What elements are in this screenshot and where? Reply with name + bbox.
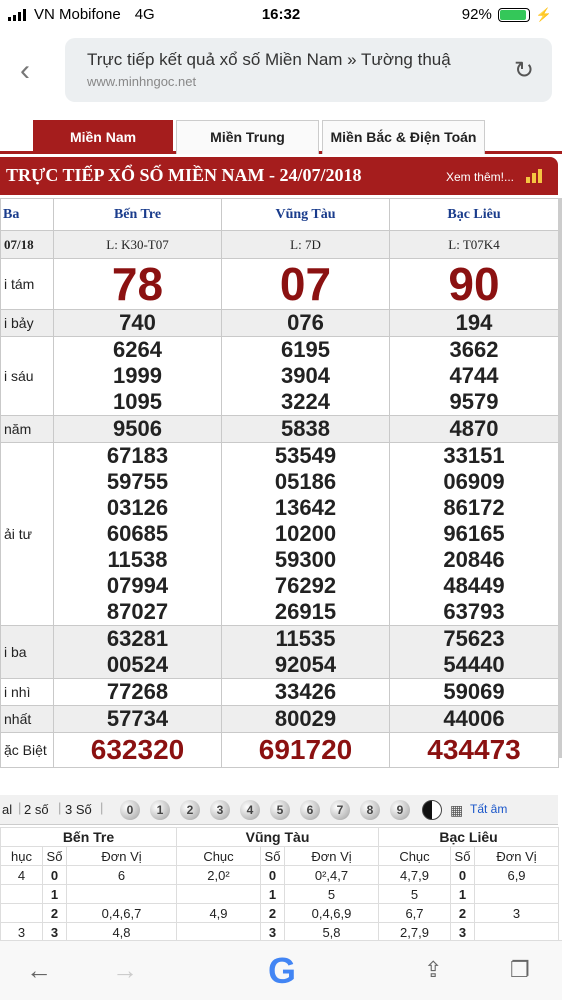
prize-number: 07 xyxy=(279,258,332,310)
loto-cell: 0²,4,7 xyxy=(285,866,379,885)
loto-column-header: Đơn Vị xyxy=(475,847,559,866)
loto-cell: 0 xyxy=(43,866,67,885)
prize-number: 57734 xyxy=(106,706,169,731)
prize-number: 60685 xyxy=(106,521,169,546)
loto-icon: ▦ xyxy=(450,802,464,818)
prize-cell xyxy=(54,443,222,626)
prize-number: 6195 xyxy=(281,337,330,362)
loto-cell: 2,7,9 xyxy=(379,923,451,942)
carrier-name: VN Mobifone xyxy=(34,6,121,23)
prize-number: 434473 xyxy=(427,734,521,765)
loto-cell: 4 xyxy=(1,866,43,885)
prize-number: 53549 xyxy=(274,443,337,468)
prize-number: 59300 xyxy=(274,547,337,572)
prize-number: 92054 xyxy=(274,652,337,677)
digit-ball-3[interactable]: 3 xyxy=(210,800,230,820)
tab-mien-trung[interactable]: Miền Trung xyxy=(176,120,319,154)
prize-number: 6264 xyxy=(113,337,162,362)
results-table xyxy=(0,198,559,768)
prize-cell xyxy=(390,706,559,733)
prize-number: 87027 xyxy=(106,599,169,624)
loto-cell: 3 xyxy=(451,923,475,942)
prize-number: 4870 xyxy=(449,416,499,441)
prize-number: 13642 xyxy=(274,495,337,520)
tab-mien-nam[interactable]: Miền Nam xyxy=(33,120,173,154)
prize-number: 90 xyxy=(448,258,500,310)
loto-cell: 4,7,9 xyxy=(379,866,451,885)
loto-cell: 2,0² xyxy=(177,866,261,885)
prize-number: 75623 xyxy=(443,626,505,651)
prize-number: 80029 xyxy=(274,706,337,731)
prize-number: 3662 xyxy=(449,337,499,362)
province-header[interactable]: Bến Tre xyxy=(54,199,222,231)
loto-cell: 6 xyxy=(67,866,177,885)
show-all-link[interactable]: Tất âm xyxy=(470,802,508,816)
ticket-code: L: K30-T07 xyxy=(54,231,222,259)
google-icon[interactable]: G xyxy=(267,950,296,991)
prize-number: 06909 xyxy=(443,469,505,494)
loto-cell xyxy=(475,885,559,904)
prize-label: i bảy xyxy=(1,310,54,337)
loto-column-header: Số xyxy=(451,847,475,866)
prize-number: 78 xyxy=(111,258,164,310)
prize-label: i nhì xyxy=(1,679,54,706)
prize-number: 632320 xyxy=(90,734,185,765)
prize-label: ặc Biệt xyxy=(1,733,54,768)
loto-table xyxy=(0,827,559,942)
yin-yang-icon[interactable] xyxy=(422,800,442,820)
loto-column-header: Chục xyxy=(177,847,261,866)
option-3-digits[interactable]: 3 Số xyxy=(65,802,92,817)
reload-icon[interactable]: ↻ xyxy=(513,57,534,84)
prize-cell xyxy=(222,416,390,443)
loto-province: Vũng Tàu xyxy=(177,828,379,847)
ticket-code: L: T07K4 xyxy=(390,231,559,259)
loto-cell: 6,7 xyxy=(379,904,451,923)
prize-cell xyxy=(54,310,222,337)
prize-label: nhất xyxy=(1,706,54,733)
network-type: 4G xyxy=(134,6,155,23)
status-bar xyxy=(0,0,562,30)
display-controls: al | 2 số | 3 Số | 0 1 2 3 4 5 6 7 8 9 ▦ Tất âm xyxy=(0,795,558,825)
loto-cell xyxy=(177,923,261,942)
prize-label: i tám xyxy=(1,259,54,310)
forward-arrow-icon[interactable]: → xyxy=(112,955,138,985)
digit-ball-9[interactable]: 9 xyxy=(390,800,410,820)
prize-number: 11535 xyxy=(275,626,336,651)
share-icon[interactable]: ⇪ xyxy=(424,957,443,982)
prize-label: i sáu xyxy=(1,337,54,416)
province-header[interactable]: Bạc Liêu xyxy=(390,199,559,231)
prize-number: 691720 xyxy=(258,734,353,765)
loto-column-header: Chục xyxy=(379,847,451,866)
date-cell: 07/18 xyxy=(1,231,54,259)
clock: 16:32 xyxy=(261,6,301,23)
prize-cell xyxy=(222,443,390,626)
loto-column-header: Số xyxy=(43,847,67,866)
loto-cell: 1 xyxy=(43,885,67,904)
prize-number: 48449 xyxy=(443,573,505,598)
address-bar[interactable] xyxy=(65,38,552,102)
prize-cell xyxy=(390,679,559,706)
loto-column-header: hục xyxy=(1,847,43,866)
prize-number: 54440 xyxy=(443,652,505,677)
prize-number: 96165 xyxy=(443,521,505,546)
prize-number: 9579 xyxy=(449,389,499,414)
prize-number: 10200 xyxy=(274,521,337,546)
tabs-icon[interactable]: ❐ xyxy=(510,957,530,982)
prize-number: 63281 xyxy=(106,626,169,651)
browser-toolbar xyxy=(0,30,562,114)
prize-number: 63793 xyxy=(443,599,505,624)
loto-cell xyxy=(67,885,177,904)
loto-cell xyxy=(177,885,261,904)
prize-cell xyxy=(390,416,559,443)
loto-cell: 5 xyxy=(285,885,379,904)
loto-cell: 6,9 xyxy=(475,866,559,885)
prize-number: 59755 xyxy=(106,469,169,494)
option-all[interactable]: al xyxy=(2,802,13,817)
prize-number: 9506 xyxy=(113,416,162,441)
loto-cell: 5 xyxy=(379,885,451,904)
option-2-digits[interactable]: 2 số xyxy=(24,802,49,817)
battery-icon xyxy=(498,8,530,22)
prize-cell xyxy=(222,733,390,768)
prize-number: 3904 xyxy=(281,363,330,388)
prize-cell xyxy=(222,310,390,337)
prize-cell xyxy=(54,626,222,679)
prize-number: 44006 xyxy=(443,706,505,731)
loto-cell: 0,4,6,7 xyxy=(67,904,177,923)
loto-cell: 0,4,6,9 xyxy=(285,904,379,923)
loto-cell: 1 xyxy=(261,885,285,904)
prize-cell xyxy=(222,626,390,679)
loto-cell: 0 xyxy=(261,866,285,885)
prize-cell xyxy=(222,706,390,733)
page-url: www.minhngoc.net xyxy=(87,74,197,89)
digit-ball-8[interactable]: 8 xyxy=(360,800,380,820)
digit-ball-7[interactable]: 7 xyxy=(330,800,350,820)
loto-province: Bến Tre xyxy=(1,828,177,847)
loto-cell: 0 xyxy=(451,866,475,885)
prize-cell xyxy=(54,706,222,733)
prize-number: 4744 xyxy=(449,363,499,388)
prize-cell xyxy=(390,310,559,337)
prize-cell xyxy=(54,337,222,416)
back-chevron-icon[interactable]: ‹ xyxy=(20,54,30,87)
more-link[interactable]: Xem thêm!... xyxy=(445,170,514,184)
results-banner xyxy=(0,157,558,195)
loto-cell xyxy=(1,885,43,904)
prize-cell xyxy=(390,337,559,416)
prize-number: 3224 xyxy=(281,389,330,414)
prize-cell xyxy=(390,733,559,768)
prize-number: 67183 xyxy=(106,443,169,468)
digit-ball-6[interactable]: 6 xyxy=(300,800,320,820)
prize-number: 076 xyxy=(287,310,324,335)
prize-number: 76292 xyxy=(274,573,337,598)
digit-ball-2[interactable]: 2 xyxy=(180,800,200,820)
chart-icon[interactable] xyxy=(526,167,548,183)
battery-info xyxy=(462,6,552,23)
loto-cell: 2 xyxy=(43,904,67,923)
prize-number: 03126 xyxy=(106,495,169,520)
prize-cell xyxy=(54,679,222,706)
loto-cell: 2 xyxy=(261,904,285,923)
scrollbar[interactable] xyxy=(558,198,562,758)
loto-cell: 4,8 xyxy=(67,923,177,942)
charging-icon: ⚡ xyxy=(535,6,552,22)
prize-number: 59069 xyxy=(443,679,505,704)
loto-cell: 3 xyxy=(261,923,285,942)
prize-number: 5838 xyxy=(281,416,330,441)
prize-number: 20846 xyxy=(443,547,505,572)
prize-number: 11538 xyxy=(107,547,168,572)
loto-column-header: Số xyxy=(261,847,285,866)
prize-label: năm xyxy=(1,416,54,443)
prize-number: 05186 xyxy=(274,469,337,494)
prize-number: 33426 xyxy=(274,679,337,704)
prize-number: 00524 xyxy=(106,652,169,677)
loto-column-header: Đơn Vị xyxy=(285,847,379,866)
prize-number: 07994 xyxy=(106,573,169,598)
prize-number: 194 xyxy=(455,310,493,335)
digit-ball-5[interactable]: 5 xyxy=(270,800,290,820)
page-title: Trực tiếp kết quả xổ số Miền Nam » Tường thuậ xyxy=(87,50,451,69)
prize-number: 86172 xyxy=(443,495,505,520)
prize-cell xyxy=(222,337,390,416)
loto-cell: 3 xyxy=(1,923,43,942)
prize-number: 1095 xyxy=(113,389,162,414)
digit-ball-4[interactable]: 4 xyxy=(240,800,260,820)
ticket-code: L: 7D xyxy=(222,231,390,259)
loto-cell xyxy=(1,904,43,923)
province-header[interactable]: Vũng Tàu xyxy=(222,199,390,231)
loto-cell: 3 xyxy=(43,923,67,942)
prize-cell xyxy=(54,259,222,310)
prize-number: 1999 xyxy=(113,363,162,388)
loto-column-header: Đơn Vị xyxy=(67,847,177,866)
prize-cell xyxy=(54,416,222,443)
prize-cell xyxy=(390,626,559,679)
prize-cell xyxy=(222,679,390,706)
day-cell: Ba xyxy=(1,199,54,231)
prize-cell xyxy=(54,733,222,768)
prize-cell xyxy=(390,443,559,626)
loto-cell xyxy=(475,923,559,942)
banner-title: TRỰC TIẾP XỔ SỐ MIỀN NAM - 24/07/2018 xyxy=(6,165,362,185)
digit-ball-0[interactable]: 0 xyxy=(120,800,140,820)
loto-cell: 5,8 xyxy=(285,923,379,942)
digit-ball-1[interactable]: 1 xyxy=(150,800,170,820)
prize-number: 77268 xyxy=(106,679,169,704)
prize-cell xyxy=(390,259,559,310)
loto-province: Bạc Liêu xyxy=(379,828,559,847)
prize-number: 33151 xyxy=(443,443,505,468)
prize-number: 740 xyxy=(119,310,156,335)
loto-cell: 3 xyxy=(475,904,559,923)
loto-cell: 4,9 xyxy=(177,904,261,923)
prize-label: ải tư xyxy=(1,443,54,626)
prize-label: i ba xyxy=(1,626,54,679)
browser-bottom-bar xyxy=(0,940,562,1000)
tab-mien-bac[interactable]: Miền Bắc & Điện Toán xyxy=(322,120,485,154)
back-arrow-icon[interactable]: ← xyxy=(26,955,52,985)
battery-percent: 92% xyxy=(461,6,492,23)
region-tabs xyxy=(0,118,562,154)
prize-number: 26915 xyxy=(274,599,337,624)
loto-cell: 2 xyxy=(451,904,475,923)
loto-cell: 1 xyxy=(451,885,475,904)
prize-cell xyxy=(222,259,390,310)
